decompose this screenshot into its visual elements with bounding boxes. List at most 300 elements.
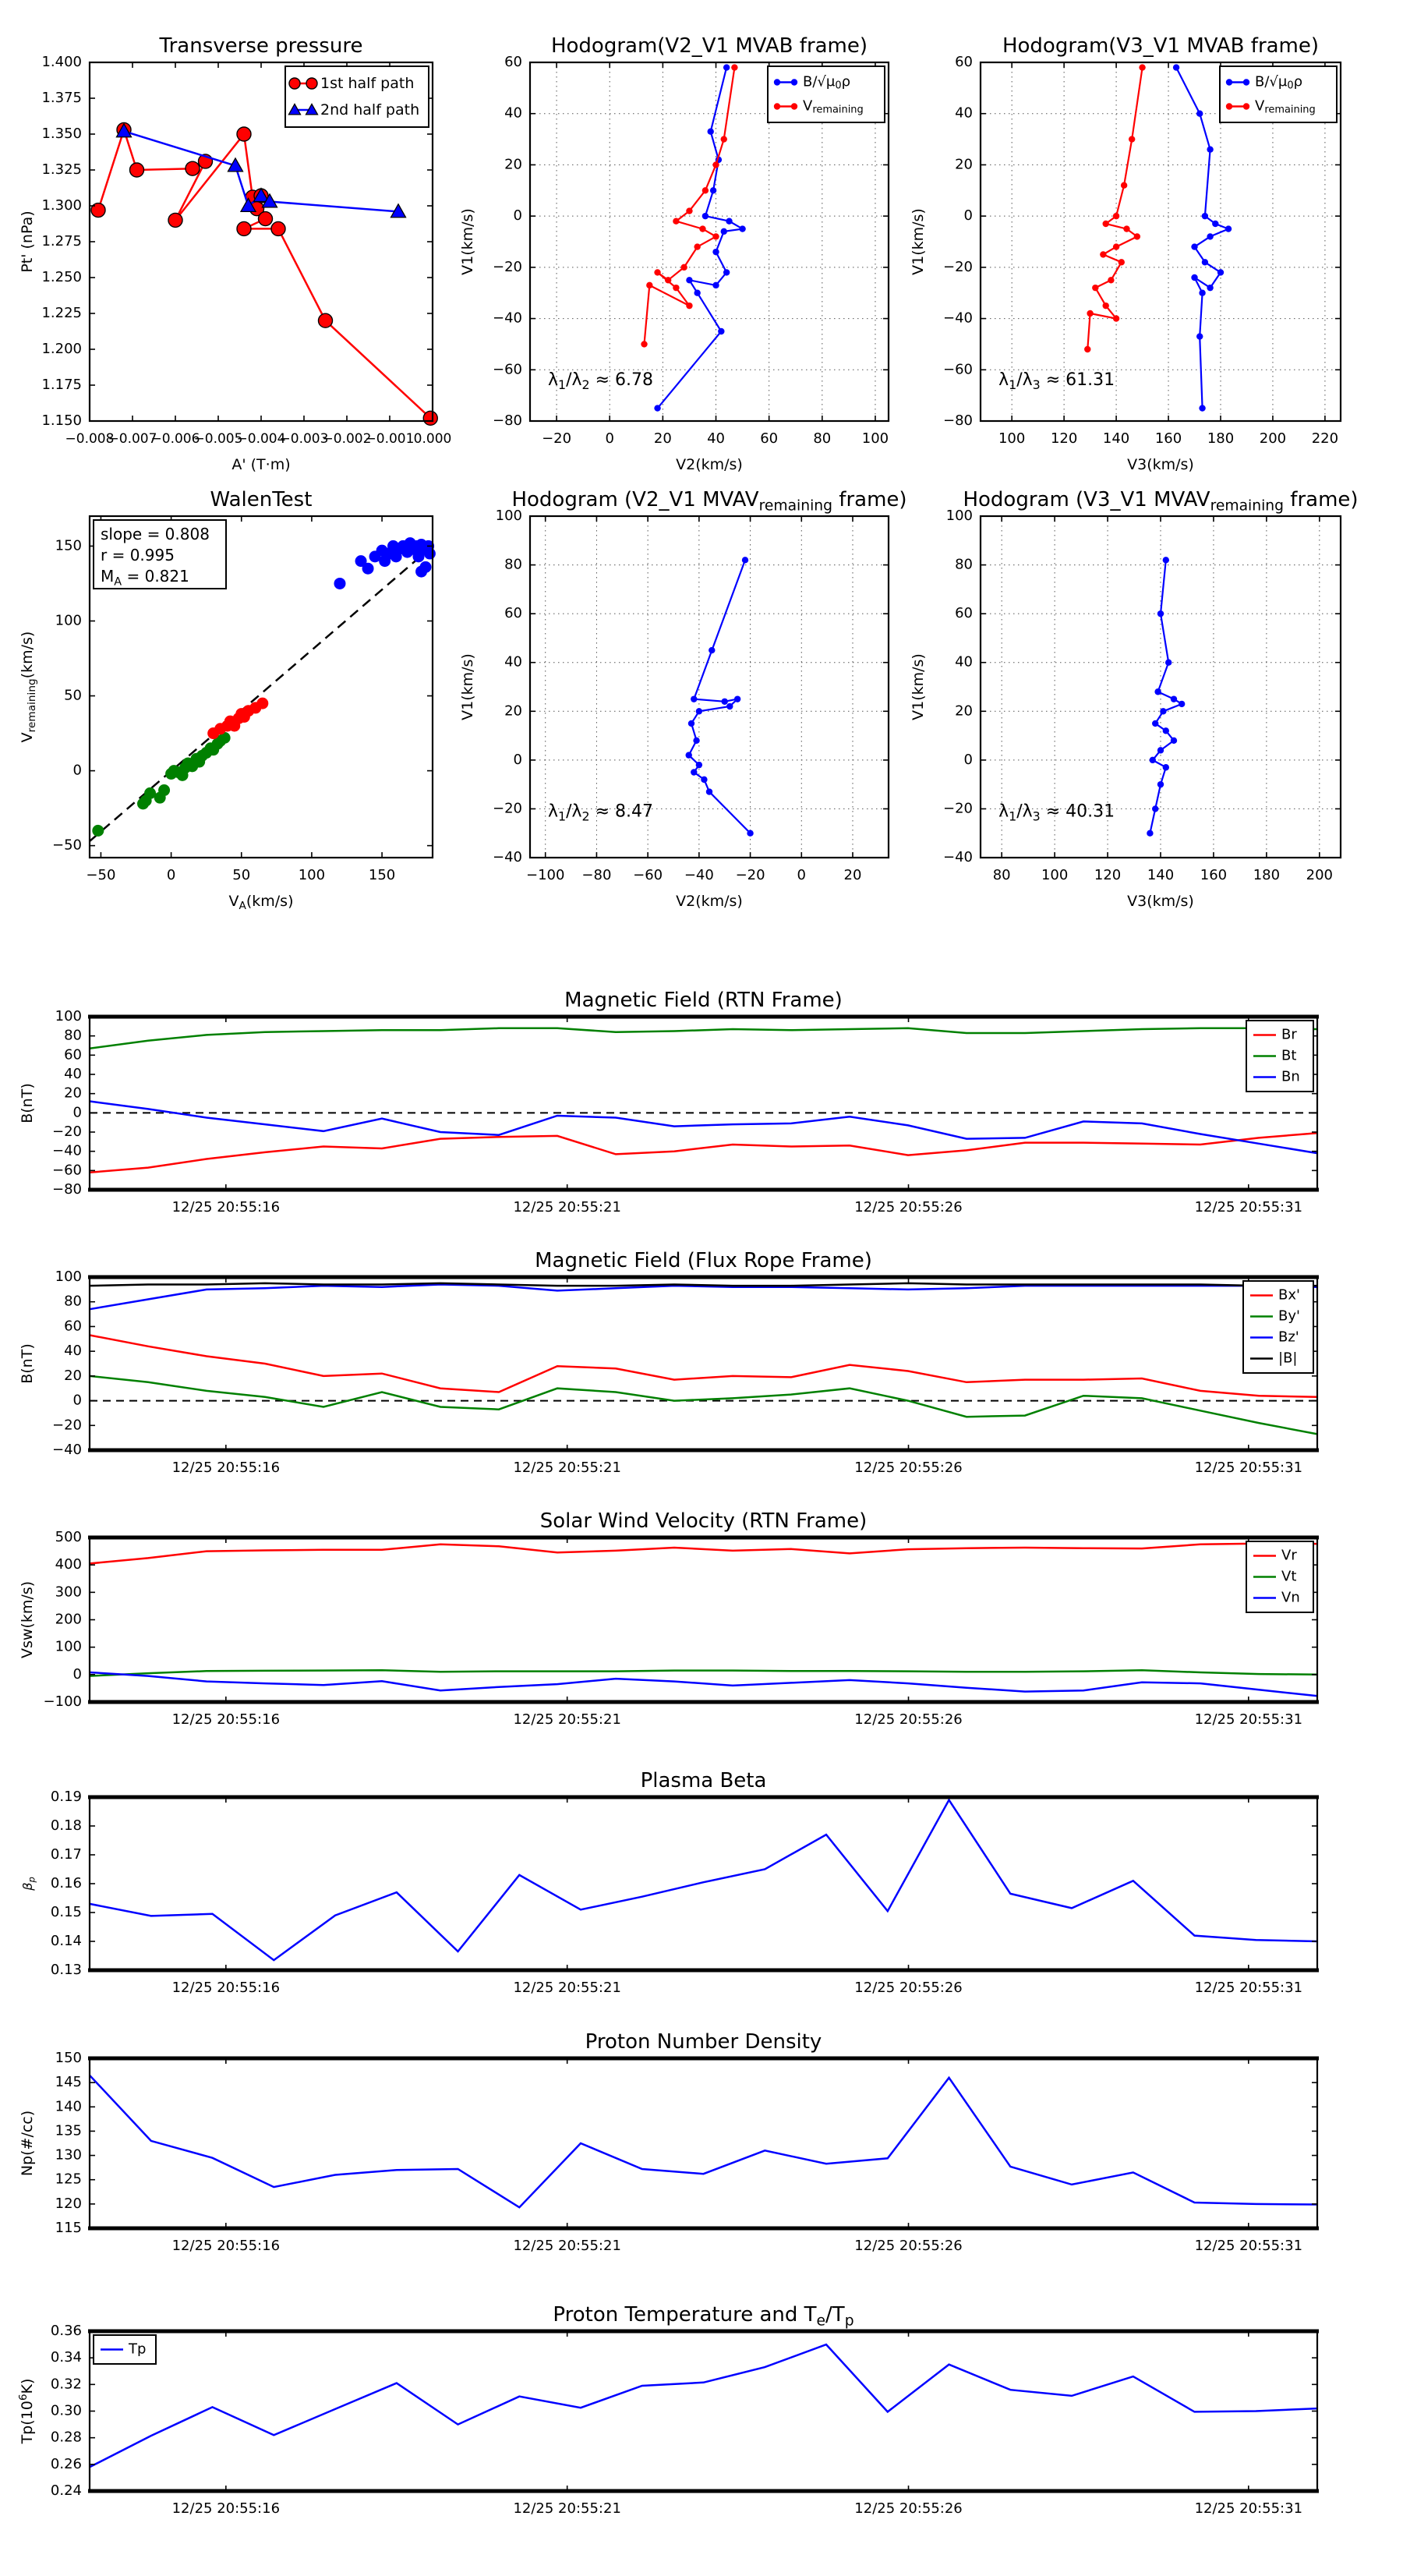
legend-label: Bn <box>1281 1068 1300 1085</box>
data-point-circle <box>423 411 437 425</box>
y-tick-label: 130 <box>55 2146 82 2164</box>
x-tick-label: 12/25 20:55:26 <box>854 1980 963 1996</box>
x-tick-label: 12/25 20:55:16 <box>171 1980 281 1996</box>
walen-test <box>19 488 436 912</box>
data-point-dot <box>665 277 671 283</box>
data-point-dot <box>1087 310 1093 317</box>
data-point-dot <box>721 228 727 235</box>
y-axis-label: $Tp(10^6K)$ <box>16 2378 36 2444</box>
y-tick-label: 0.26 <box>50 2455 82 2472</box>
plot-title: Hodogram(V3_V1 MVAB frame) <box>1002 34 1320 58</box>
data-point-dot <box>747 830 753 837</box>
y-tick-label: −20 <box>52 1417 82 1434</box>
y-tick-label: 1.150 <box>41 412 82 429</box>
legend-label: Vt <box>1281 1568 1297 1585</box>
data-point-dot <box>1163 557 1169 563</box>
y-tick-label: 0.24 <box>50 2482 82 2499</box>
x-tick-label: 20 <box>653 430 672 447</box>
data-point-dot <box>696 708 702 714</box>
x-tick-label: −0.008 <box>65 431 115 447</box>
x-tick-label: −40 <box>684 867 714 883</box>
y-axis-label: V1(km/s) <box>459 653 476 720</box>
x-tick-label: −20 <box>542 430 572 447</box>
data-point-dot <box>1171 695 1177 702</box>
y-tick-label: 100 <box>495 508 522 524</box>
y-tick-label: −40 <box>943 849 973 865</box>
data-point-dot <box>686 277 692 283</box>
plot-title: Transverse pressure <box>159 34 363 58</box>
plot-title: Magnetic Field (Flux Rope Frame) <box>535 1249 872 1272</box>
y-tick-label: 0.18 <box>50 1817 82 1834</box>
y-tick-label: 0.36 <box>50 2323 82 2339</box>
hodogram-v3v1-mvab <box>910 34 1341 473</box>
y-tick-label: −100 <box>43 1693 82 1710</box>
legend-label: Bt <box>1281 1047 1297 1064</box>
legend-label: $B/√\mu_0\rho$ <box>1255 73 1303 91</box>
plot-title: Plasma Beta <box>640 1769 767 1792</box>
data-point-dot <box>1225 225 1232 232</box>
data-point-dot <box>706 788 712 794</box>
x-tick-label: 0 <box>166 867 176 883</box>
data-point-dot <box>1202 259 1208 265</box>
y-tick-label: 1.175 <box>41 377 82 393</box>
y-tick-label: −40 <box>943 310 973 327</box>
y-tick-label: −40 <box>52 1442 82 1458</box>
data-point-dot <box>1100 251 1106 257</box>
y-tick-label: 60 <box>955 605 973 622</box>
data-point-dot <box>696 762 702 768</box>
data-point-dot <box>734 695 740 702</box>
y-axis-label: $\beta_p$ <box>20 1877 37 1891</box>
data-point-dot <box>694 243 700 249</box>
x-tick-label: 12/25 20:55:26 <box>854 1460 963 1476</box>
data-point-dot <box>1207 285 1213 291</box>
data-point-dot <box>1121 182 1127 189</box>
data-point-dot <box>1212 221 1218 227</box>
x-tick-label: 150 <box>368 867 396 883</box>
x-tick-label: 160 <box>1200 867 1228 883</box>
x-tick-label: −0.004 <box>236 431 286 447</box>
legend-label: Tp <box>129 2341 147 2358</box>
data-point-circle <box>319 313 333 327</box>
y-axis-label: B(nT) <box>19 1083 36 1123</box>
data-point-dot <box>1157 781 1164 787</box>
y-tick-label: 40 <box>504 653 522 671</box>
legend-label: |B| <box>1278 1350 1298 1367</box>
data-point-dot <box>1207 233 1213 239</box>
hodogram-v3v1-mvav <box>910 488 1359 910</box>
legend-label: Vn <box>1281 1589 1300 1606</box>
data-point-dot <box>1157 747 1164 753</box>
data-point-dot <box>702 213 709 219</box>
scatter-point <box>256 698 268 709</box>
data-point-dot <box>1150 757 1156 763</box>
data-point-dot <box>693 738 699 744</box>
data-point-dot <box>723 64 730 70</box>
data-point-dot <box>1139 64 1145 70</box>
data-point-dot <box>1113 243 1119 249</box>
y-tick-label: 40 <box>504 104 522 122</box>
x-tick-label: 12/25 20:55:26 <box>854 2238 963 2254</box>
y-tick-label: −80 <box>52 1181 82 1198</box>
x-tick-label: 100 <box>1041 867 1069 883</box>
y-tick-label: −40 <box>493 849 522 865</box>
data-point-dot <box>791 79 797 85</box>
data-point-dot <box>699 225 705 232</box>
y-tick-label: 1.375 <box>41 90 82 106</box>
y-tick-label: 1.250 <box>41 269 82 285</box>
x-tick-label: 50 <box>232 867 251 883</box>
data-point-circle <box>168 213 182 227</box>
data-point-dot <box>726 218 732 225</box>
scatter-point <box>239 711 250 723</box>
magnetic-field-rtn <box>19 989 1319 1215</box>
y-tick-label: 0.28 <box>50 2429 82 2446</box>
data-point-dot <box>712 233 719 239</box>
data-point-circle <box>271 221 285 235</box>
x-tick-label: −0.002 <box>322 431 372 447</box>
y-tick-label: 0 <box>72 1665 82 1683</box>
x-tick-label: 12/25 20:55:31 <box>1194 1711 1303 1728</box>
data-point-dot <box>673 285 679 291</box>
y-tick-label: 135 <box>55 2122 82 2139</box>
scatter-point <box>334 578 345 589</box>
y-tick-label: 145 <box>55 2074 82 2091</box>
data-point-dot <box>1084 346 1090 352</box>
y-tick-label: 80 <box>955 556 973 573</box>
data-point-dot <box>731 64 737 70</box>
x-tick-label: 100 <box>998 430 1026 447</box>
annotation: $\lambda_1/\lambda_2 \approx 6.78$ <box>548 370 654 392</box>
y-axis-label: V1(km/s) <box>459 208 476 275</box>
data-point-dot <box>686 303 692 309</box>
y-tick-label: 80 <box>64 1027 82 1044</box>
data-point-dot <box>1102 221 1108 227</box>
data-point-dot <box>1165 660 1172 666</box>
scatter-point <box>362 563 374 575</box>
data-point-dot <box>1152 805 1158 812</box>
data-point-dot <box>791 103 797 109</box>
data-point-circle <box>237 221 251 235</box>
x-tick-label: 12/25 20:55:21 <box>513 2500 621 2517</box>
data-point-dot <box>774 79 780 85</box>
y-tick-label: −60 <box>493 361 522 378</box>
data-point-circle <box>289 78 300 89</box>
y-tick-label: −20 <box>493 800 522 817</box>
solar-wind-velocity <box>19 1509 1319 1728</box>
plot-title: Proton Temperature and $T_e/T_p$ <box>553 2303 854 2330</box>
data-point-dot <box>1119 259 1125 265</box>
y-tick-label: 40 <box>64 1066 82 1082</box>
legend-label: Bx' <box>1278 1286 1300 1304</box>
data-point-dot <box>710 187 716 193</box>
y-tick-label: 60 <box>504 54 522 70</box>
data-point-dot <box>654 405 660 411</box>
data-point-circle <box>306 78 317 89</box>
y-tick-label: 0 <box>72 1392 82 1409</box>
y-tick-label: −20 <box>52 1123 82 1140</box>
legend-label: $V_{remaining}$ <box>803 97 864 115</box>
y-tick-label: 0.34 <box>50 2349 82 2366</box>
data-point-dot <box>1173 64 1179 70</box>
data-point-dot <box>701 777 707 783</box>
y-tick-label: −80 <box>943 412 973 429</box>
y-tick-label: 100 <box>55 1008 82 1024</box>
scatter-point <box>415 566 427 578</box>
x-tick-label: −0.005 <box>193 431 243 447</box>
x-tick-label: 100 <box>298 867 326 883</box>
data-point-dot <box>722 699 728 705</box>
y-axis-label: V1(km/s) <box>910 653 927 720</box>
y-tick-label: −60 <box>52 1162 82 1179</box>
data-point-dot <box>673 218 679 225</box>
data-point-dot <box>726 703 733 709</box>
data-point-dot <box>774 103 780 109</box>
data-point-dot <box>1191 243 1197 249</box>
data-point-dot <box>1152 720 1158 727</box>
x-tick-label: 12/25 20:55:31 <box>1194 2500 1303 2517</box>
x-axis-label: V3(km/s) <box>1127 893 1194 910</box>
x-tick-label: −0.003 <box>279 431 329 447</box>
x-tick-label: 12/25 20:55:16 <box>171 2500 281 2517</box>
plasma-beta <box>20 1769 1319 1996</box>
x-tick-label: 12/25 20:55:26 <box>854 1711 963 1728</box>
y-tick-label: 1.400 <box>41 54 82 70</box>
x-tick-label: 12/25 20:55:16 <box>171 1199 281 1215</box>
proton-temperature <box>17 2303 1319 2517</box>
x-tick-label: 140 <box>1102 430 1130 447</box>
x-tick-label: 40 <box>707 430 725 447</box>
x-tick-label: 12/25 20:55:16 <box>171 1711 281 1728</box>
data-point-dot <box>1113 315 1119 321</box>
data-point-dot <box>1202 213 1208 219</box>
y-tick-label: 1.350 <box>41 126 82 142</box>
data-point-dot <box>1171 738 1177 744</box>
x-tick-label: 200 <box>1259 430 1287 447</box>
data-point-dot <box>1163 727 1169 734</box>
y-tick-label: 300 <box>55 1583 82 1601</box>
data-point-dot <box>1102 303 1108 309</box>
data-point-dot <box>1113 213 1119 219</box>
y-tick-label: −20 <box>943 800 973 817</box>
data-point-dot <box>712 161 719 168</box>
x-tick-label: 12/25 20:55:31 <box>1194 1460 1303 1476</box>
data-point-dot <box>721 136 727 142</box>
x-tick-label: −0.006 <box>150 431 200 447</box>
y-tick-label: 500 <box>55 1529 82 1545</box>
data-point-dot <box>691 695 697 702</box>
y-tick-label: 20 <box>955 702 973 720</box>
data-point-dot <box>1154 688 1161 695</box>
data-point-dot <box>1199 405 1205 411</box>
y-tick-label: 0 <box>513 207 522 225</box>
plot-title: Solar Wind Velocity (RTN Frame) <box>539 1509 868 1533</box>
y-tick-label: 40 <box>955 104 973 122</box>
y-tick-label: −20 <box>493 258 522 275</box>
data-point-dot <box>1147 830 1153 837</box>
legend-label: Bz' <box>1278 1329 1299 1346</box>
y-tick-label: 1.300 <box>41 197 82 214</box>
y-tick-label: 0.32 <box>50 2376 82 2393</box>
x-tick-label: 12/25 20:55:21 <box>513 1980 621 1996</box>
legend-label: Br <box>1281 1026 1297 1043</box>
plot-title: WalenTest <box>210 488 313 511</box>
y-tick-label: 125 <box>55 2171 82 2188</box>
y-tick-label: 1.200 <box>41 341 82 357</box>
y-tick-label: −40 <box>493 310 522 327</box>
y-tick-label: 80 <box>504 556 522 573</box>
x-tick-label: −0.001 <box>365 431 415 447</box>
y-tick-label: 0 <box>963 751 973 768</box>
stats-line: $M_A = 0.821$ <box>101 567 189 589</box>
x-tick-label: 20 <box>843 867 862 883</box>
data-point-dot <box>1191 274 1197 281</box>
data-point-dot <box>1129 136 1135 142</box>
data-point-dot <box>712 282 719 288</box>
data-point-circle <box>130 163 144 177</box>
x-tick-label: 180 <box>1207 430 1235 447</box>
x-tick-label: 60 <box>760 430 779 447</box>
data-point-dot <box>686 752 692 758</box>
legend-label: Vr <box>1281 1547 1297 1564</box>
y-tick-label: 20 <box>64 1367 82 1384</box>
x-tick-label: 0 <box>605 430 614 447</box>
x-tick-label: 12/25 20:55:21 <box>513 1711 621 1728</box>
data-point-dot <box>1123 225 1129 232</box>
data-point-dot <box>702 187 709 193</box>
x-tick-label: 12/25 20:55:21 <box>513 1199 621 1215</box>
y-tick-label: 0.14 <box>50 1933 82 1949</box>
x-tick-label: −50 <box>86 867 116 883</box>
annotation: $\lambda_1/\lambda_2 \approx 8.47$ <box>548 801 654 824</box>
data-point-dot <box>742 557 748 563</box>
data-point-circle <box>186 161 200 175</box>
y-tick-label: 20 <box>504 156 522 173</box>
x-axis-label: V2(km/s) <box>676 893 743 910</box>
x-tick-label: −80 <box>581 867 612 883</box>
annotation: $\lambda_1/\lambda_3 \approx 40.31$ <box>998 801 1115 824</box>
y-tick-label: 115 <box>55 2220 82 2236</box>
data-point-dot <box>1243 79 1249 85</box>
data-point-circle <box>237 127 251 141</box>
scatter-point <box>92 825 104 837</box>
legend-label: $B/√\mu_0\rho$ <box>803 73 851 91</box>
data-point-dot <box>1207 147 1213 153</box>
data-point-dot <box>641 341 647 347</box>
x-tick-label: 12/25 20:55:21 <box>513 1460 621 1476</box>
data-point-dot <box>718 328 724 334</box>
data-point-dot <box>1226 103 1232 109</box>
y-tick-label: 1.225 <box>41 305 82 321</box>
legend-label: $V_{remaining}$ <box>1255 97 1316 115</box>
legend-label: 2nd half path <box>320 101 420 119</box>
y-tick-label: 50 <box>64 687 82 704</box>
x-tick-label: 160 <box>1154 430 1182 447</box>
x-axis-label: V3(km/s) <box>1127 456 1194 473</box>
legend-label: By' <box>1278 1307 1300 1325</box>
x-tick-label: 80 <box>992 867 1011 883</box>
y-tick-label: 20 <box>955 156 973 173</box>
y-tick-label: 200 <box>55 1611 82 1628</box>
data-point-dot <box>1092 285 1098 291</box>
y-tick-label: 150 <box>55 2050 82 2066</box>
legend-label: 1st half path <box>320 74 415 92</box>
x-tick-label: −60 <box>633 867 663 883</box>
y-tick-label: 40 <box>64 1343 82 1360</box>
y-tick-label: 0 <box>72 1104 82 1121</box>
y-tick-label: −20 <box>943 258 973 275</box>
y-tick-label: 80 <box>64 1293 82 1310</box>
x-tick-label: 220 <box>1311 430 1339 447</box>
y-tick-label: 100 <box>55 1638 82 1655</box>
scatter-point <box>158 784 170 796</box>
y-tick-label: 140 <box>55 2098 82 2115</box>
data-point-dot <box>709 647 715 653</box>
x-tick-label: −100 <box>525 867 565 883</box>
data-point-dot <box>694 290 700 296</box>
y-tick-label: 400 <box>55 1556 82 1573</box>
x-tick-label: −20 <box>735 867 765 883</box>
y-tick-label: 60 <box>64 1046 82 1063</box>
data-point-dot <box>1108 277 1114 283</box>
transverse-pressure <box>19 34 451 473</box>
x-tick-label: 12/25 20:55:31 <box>1194 1980 1303 1996</box>
y-tick-label: 0.30 <box>50 2402 82 2419</box>
hodogram-v2v1-mvab <box>459 34 889 473</box>
data-point-dot <box>686 207 692 214</box>
data-point-dot <box>1217 269 1224 275</box>
y-tick-label: −50 <box>52 837 82 854</box>
annotation: $\lambda_1/\lambda_3 \approx 61.31$ <box>998 370 1115 392</box>
plot-title: Hodogram(V2_V1 MVAB frame) <box>550 34 868 58</box>
y-tick-label: 60 <box>955 54 973 70</box>
data-point-dot <box>712 249 719 255</box>
y-axis-label: V1(km/s) <box>910 208 927 275</box>
y-tick-label: 0.19 <box>50 1789 82 1805</box>
x-tick-label: 80 <box>813 430 832 447</box>
y-tick-label: 120 <box>55 2195 82 2212</box>
y-tick-label: 0.17 <box>50 1846 82 1863</box>
stats-line: r = 0.995 <box>101 546 175 564</box>
y-axis-label: Vsw(km/s) <box>19 1580 36 1659</box>
x-axis-label: V2(km/s) <box>676 456 743 473</box>
y-tick-label: 0 <box>513 751 522 768</box>
data-point-dot <box>1226 79 1232 85</box>
plot-title: Hodogram (V3_V1 $MVAV_{remaining}$ frame) <box>963 488 1359 515</box>
data-point-dot <box>1243 103 1249 109</box>
x-tick-label: −0.007 <box>108 431 157 447</box>
y-tick-label: 1.275 <box>41 233 82 249</box>
y-tick-label: 100 <box>55 612 82 629</box>
y-tick-label: 20 <box>64 1085 82 1102</box>
x-tick-label: 12/25 20:55:26 <box>854 2500 963 2517</box>
hodogram-v2v1-mvav <box>459 488 907 910</box>
proton-number-density <box>19 2030 1319 2254</box>
data-point-dot <box>646 282 652 288</box>
y-axis-label: Pt' (nPa) <box>19 211 36 273</box>
data-point-dot <box>1196 333 1203 339</box>
data-point-dot <box>1199 290 1205 296</box>
y-tick-label: 1.325 <box>41 161 82 178</box>
data-point-dot <box>1134 233 1140 239</box>
magnetic-field-flux-rope <box>19 1249 1319 1476</box>
x-tick-label: 12/25 20:55:16 <box>171 2238 281 2254</box>
scatter-point <box>424 548 436 560</box>
y-axis-label: $V_{remaining}(km/s)$ <box>19 631 39 743</box>
x-tick-label: 12/25 20:55:21 <box>513 2238 621 2254</box>
stats-line: slope = 0.808 <box>101 525 210 543</box>
y-tick-label: 0.13 <box>50 1962 82 1978</box>
